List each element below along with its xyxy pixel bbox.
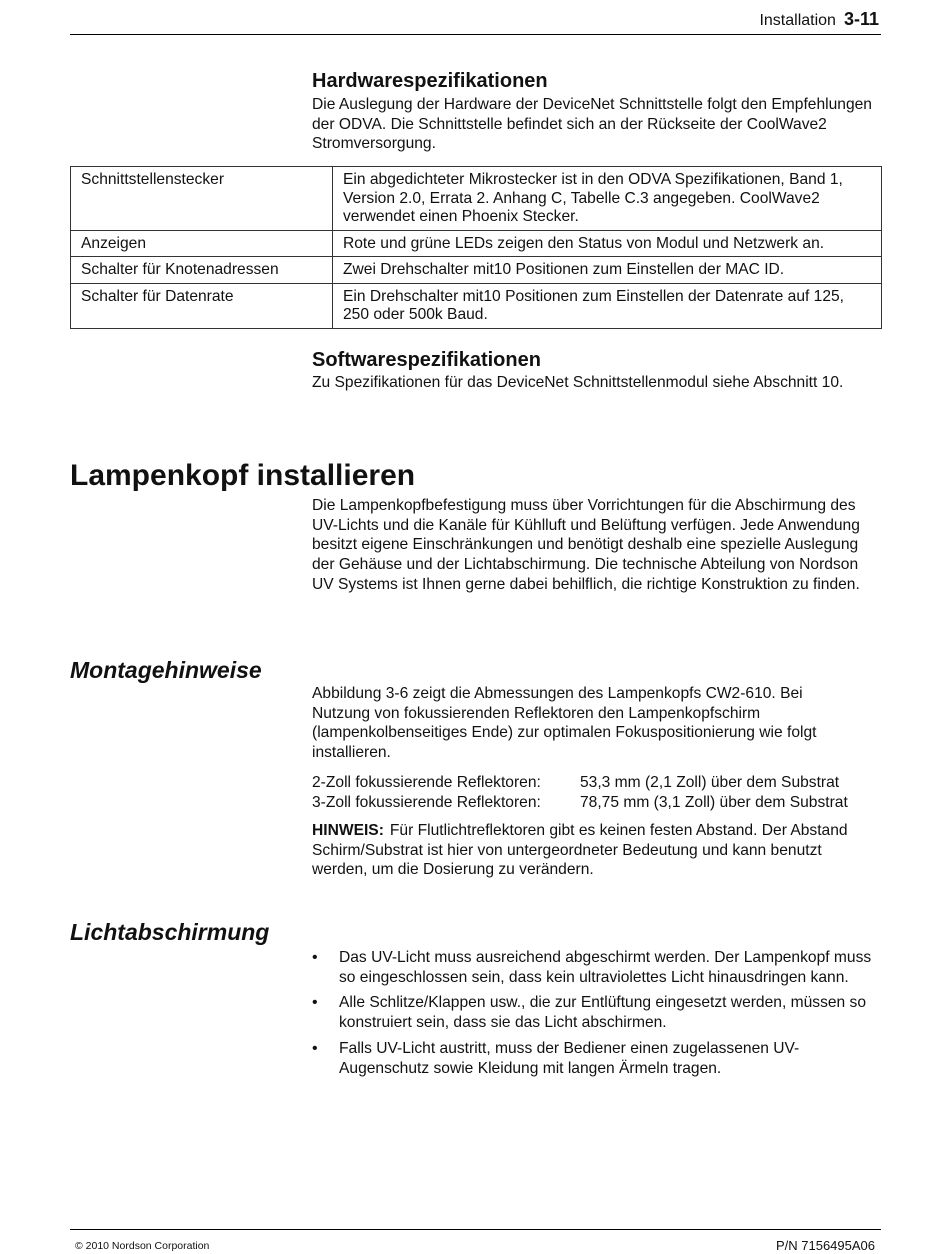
list-item <box>312 948 882 987</box>
note-paragraph <box>312 821 877 880</box>
table-cell-label: Schalter für Knotenadressen <box>71 257 333 284</box>
dimension-value: 78,75 mm (3,1 Zoll) über dem Substrat <box>580 793 848 811</box>
header-text <box>759 9 879 30</box>
table-cell-value: Ein abgedichteter Mikrostecker ist in den ODVA Spezifikationen, Band 1, Version 2.0, Errata 2. Anhang C, Tabelle C.3 angegeben. CoolWave2 verwendet einen Phoenix Stecker. <box>333 167 882 231</box>
software-text: Zu Spezifikationen für das DeviceNet Schnittstellenmodul siehe Abschnitt 10. <box>312 374 844 391</box>
table-cell-label: Anzeigen <box>71 230 333 257</box>
montage-title: Montagehinweise <box>70 657 262 683</box>
lampenkopf-text: Die Lampenkopfbefestigung muss über Vorrichtungen für die Abschirmung des UV-Lichts und die Kanäle für Kühlluft und Belüftung verfügen. Jede Anwendung besitzt eigene Einschränkungen und benötigt deshalb eine spezielle Auslegung der Gehäuse und der Lichtabschirmung. Die technische Abteilung von Nordson UV Systems ist Ihnen gerne dabei behilflich, die richtige Konstruktion zu finden. <box>312 497 860 593</box>
table-cell-label: Schnittstellenstecker <box>71 167 333 231</box>
dimension-label: 2-Zoll fokussierende Reflektoren: <box>312 774 541 791</box>
lichtabschirmung-list <box>312 948 882 1084</box>
dimension-label: 3-Zoll fokussierende Reflektoren: <box>312 793 541 811</box>
table-cell-value: Ein Drehschalter mit10 Positionen zum Einstellen der Datenrate auf 125, 250 oder 500k Baud. <box>333 283 882 328</box>
footer-copyright: © 2010 Nordson Corporation <box>75 1240 210 1252</box>
footer-part-number: P/N 7156495A06 <box>775 1238 875 1253</box>
list-item <box>312 1039 882 1078</box>
hardware-title: Hardwarespezifikationen <box>312 70 548 92</box>
header-page-number: 3-11 <box>843 9 879 29</box>
lichtabschirmung-title: Lichtabschirmung <box>70 919 270 945</box>
list-item-text: Alle Schlitze/Klappen usw., die zur Entlüftung eingesetzt werden, müssen so konstruiert sein, dass sie das Licht abschirmen. <box>339 994 867 1032</box>
bullet-icon: • <box>312 949 318 966</box>
page-footer <box>70 1229 881 1253</box>
bullet-icon: • <box>312 994 318 1012</box>
table-row <box>71 283 882 328</box>
list-item <box>312 993 882 1032</box>
software-title: Softwarespezifikationen <box>312 349 541 371</box>
table-cell-value: Zwei Drehschalter mit10 Positionen zum Einstellen der MAC ID. <box>333 257 882 284</box>
montage-text: Abbildung 3-6 zeigt die Abmessungen des Lampenkopfs CW2-610. Bei Nutzung von fokussierenden Reflektoren den Lampenkopfschirm (lampenkolbenseitiges Ende) zur optimalen Fokuspositionierung wie folgt installieren. <box>312 685 817 762</box>
table-row <box>71 230 882 257</box>
hardware-spec-table <box>70 166 882 329</box>
note-label: HINWEIS: <box>312 822 384 839</box>
table-row <box>71 167 882 231</box>
list-item-text: Falls UV-Licht austritt, muss der Bediener einen zugelassenen UV-Augenschutz sowie Kleidung mit langen Ärmeln tragen. <box>339 1039 800 1077</box>
list-item-text: Das UV-Licht muss ausreichend abgeschirmt werden. Der Lampenkopf muss so eingeschlossen sein, dass kein ultraviolettes Licht hinausdringen kann. <box>339 949 872 986</box>
table-row <box>71 257 882 284</box>
header-chapter: Installation <box>759 12 836 29</box>
page-header <box>70 8 881 35</box>
dimension-value: 53,3 mm (2,1 Zoll) über dem Substrat <box>580 774 840 791</box>
table-cell-value: Rote und grüne LEDs zeigen den Status von Modul und Netzwerk an. <box>333 230 882 257</box>
bullet-icon: • <box>312 1039 318 1057</box>
note-text: Für Flutlichtreflektoren gibt es keinen festen Abstand. Der Abstand Schirm/Substrat ist hier von untergeordneter Bedeutung und kann benutzt werden, um die Dosierung zu verändern. <box>312 822 848 879</box>
lampenkopf-title: Lampenkopf installieren <box>70 459 416 492</box>
hardware-intro: Die Auslegung der Hardware der DeviceNet Schnittstelle folgt den Empfehlungen der ODVA. Die Schnittstelle befindet sich an der Rückseite der CoolWave2 Stromversorgung. <box>312 96 872 153</box>
table-cell-label: Schalter für Datenrate <box>71 283 333 328</box>
